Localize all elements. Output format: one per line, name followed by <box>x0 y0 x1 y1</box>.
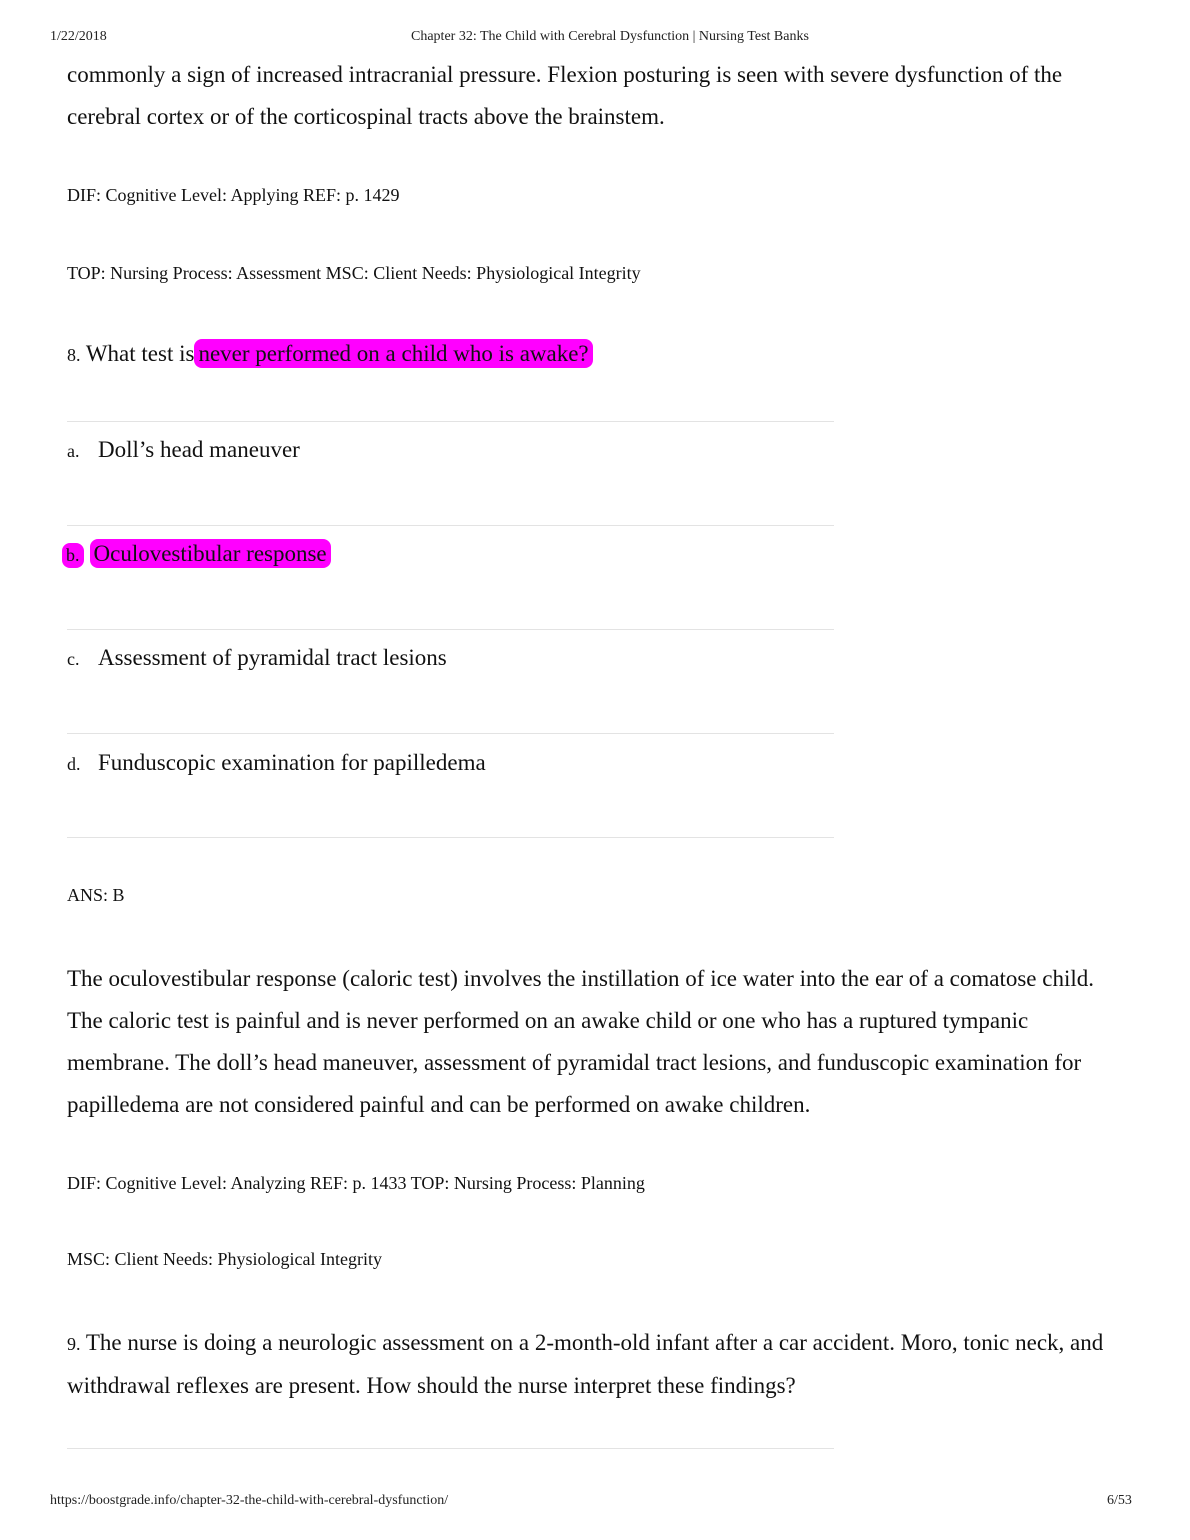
question-8-stem <box>67 341 593 367</box>
divider <box>67 525 834 526</box>
question-stem-text: What test is <box>85 341 195 366</box>
option-a[interactable] <box>67 437 300 463</box>
option-text: Assessment of pyramidal tract lesions <box>98 645 447 670</box>
option-c[interactable] <box>67 645 447 671</box>
option-text: Funduscopic examination for papilledema <box>98 750 486 775</box>
page-title: Chapter 32: The Child with Cerebral Dysfunction | Nursing Test Banks <box>411 29 809 44</box>
option-letter: a. <box>67 441 80 461</box>
question-number: 9. <box>67 1334 81 1354</box>
highlighted-stem-text: never performed on a child who is awake? <box>194 339 592 368</box>
prev-dif: DIF: Cognitive Level: Applying REF: p. 1429 <box>67 185 400 205</box>
question-stem-text: The nurse is doing a neurologic assessment on a 2-month-old infant after a car accident. Moro, tonic neck, and withdrawal reflexes are present. How should the nurse interpret these findings? <box>67 1330 1104 1398</box>
page-number: 6/53 <box>1107 1493 1132 1508</box>
q8-dif: DIF: Cognitive Level: Analyzing REF: p. 1433 TOP: Nursing Process: Planning <box>67 1173 645 1193</box>
option-letter: b. <box>62 543 84 568</box>
page-url: https://boostgrade.info/chapter-32-the-child-with-cerebral-dysfunction/ <box>50 1493 449 1508</box>
option-letter: c. <box>67 649 80 669</box>
divider <box>67 629 834 630</box>
divider <box>67 733 834 734</box>
divider <box>67 1448 834 1449</box>
option-text: Doll’s head maneuver <box>98 437 300 462</box>
option-d[interactable] <box>67 750 486 776</box>
prev-top: TOP: Nursing Process: Assessment MSC: Client Needs: Physiological Integrity <box>67 263 641 283</box>
option-b-selected[interactable] <box>67 541 331 568</box>
divider <box>67 837 834 838</box>
divider <box>67 421 834 422</box>
q8-rationale: The oculovestibular response (caloric test) involves the instillation of ice water into the ear of a comatose child. The caloric test is painful and is never performed on an awake child or one who has a ruptured tympanic membrane. The doll’s head maneuver, assessment of pyramidal tract lesions, and funduscopic examination for papilledema are not considered painful and can be performed on awake children. <box>67 966 1094 1117</box>
question-number: 8. <box>67 345 81 365</box>
option-letter: d. <box>67 754 81 774</box>
option-text: Oculovestibular response <box>90 539 331 568</box>
prev-rationale-tail: commonly a sign of increased intracranial pressure. Flexion posturing is seen with severe dysfunction of the cerebral cortex or of the corticospinal tracts above the brainstem. <box>67 62 1063 129</box>
answer-key: ANS: B <box>67 885 125 905</box>
print-date: 1/22/2018 <box>50 29 107 44</box>
q8-msc: MSC: Client Needs: Physiological Integrity <box>67 1249 382 1269</box>
question-9-stem <box>67 1322 1127 1407</box>
